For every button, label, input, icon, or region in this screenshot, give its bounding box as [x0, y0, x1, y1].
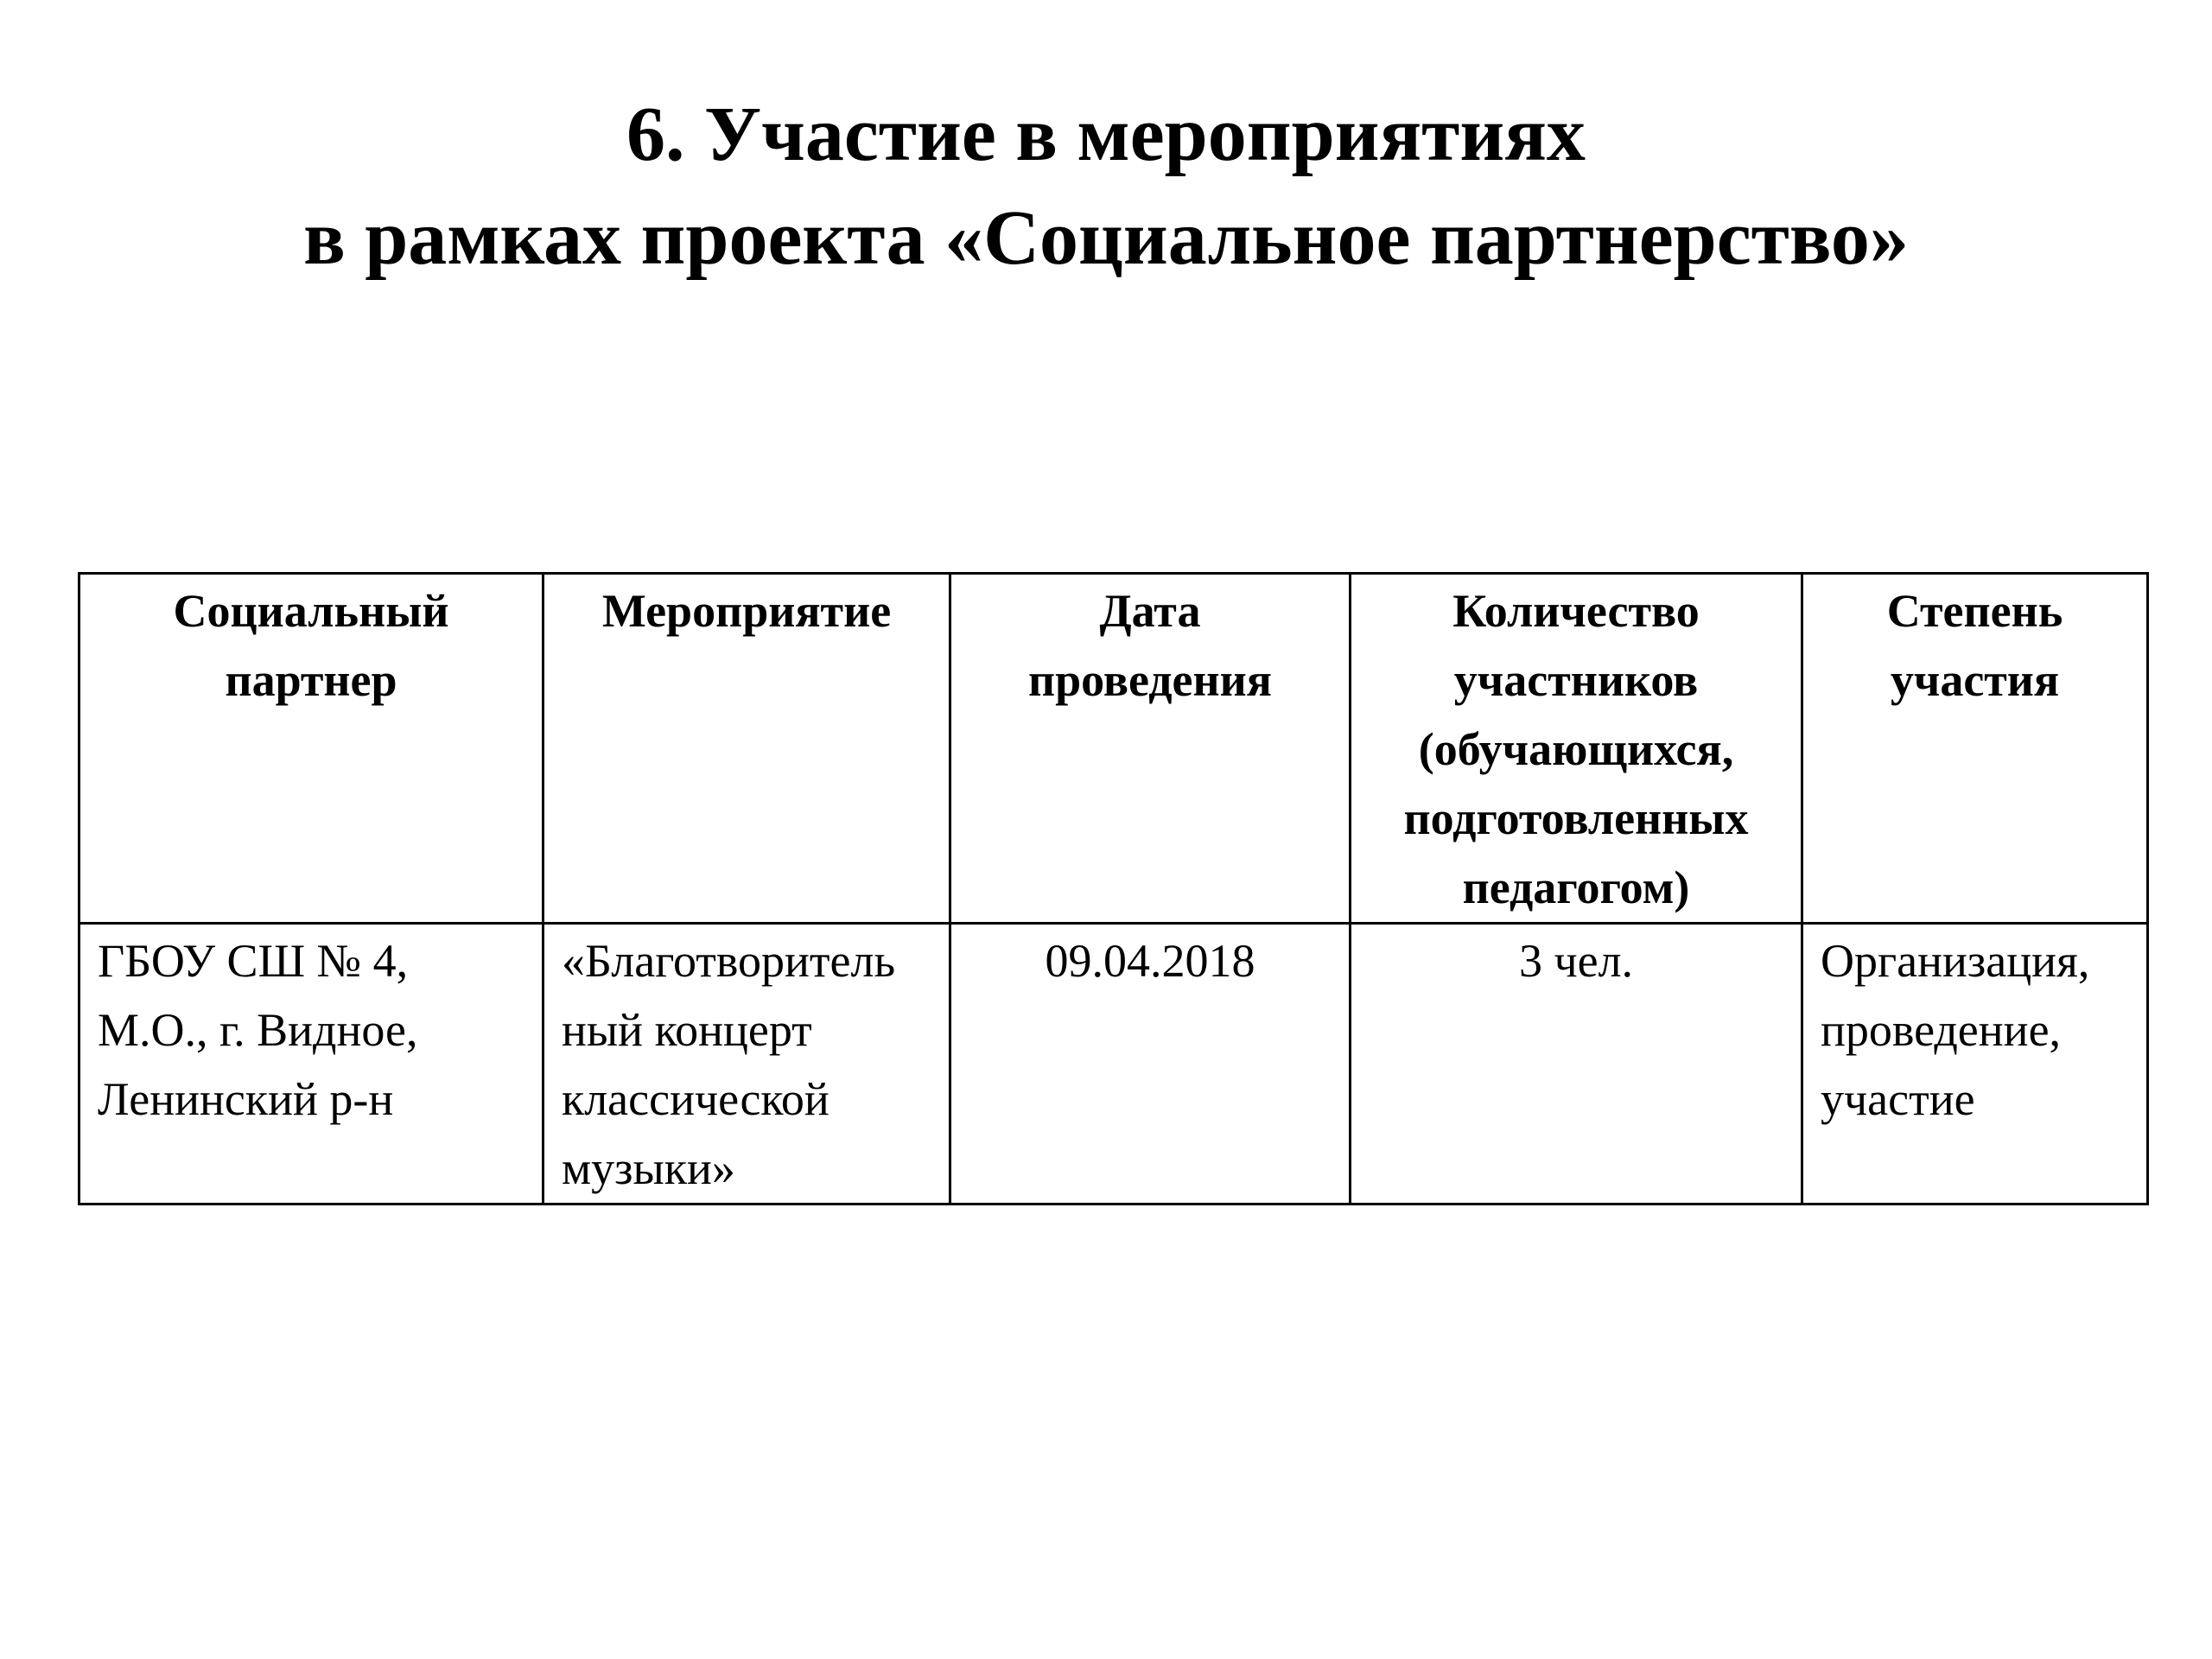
cell-event [543, 924, 950, 1205]
slide-title-line-1: 6. Участие в мероприятиях [626, 92, 1586, 177]
slide-title [0, 83, 2212, 290]
header-event [543, 574, 950, 924]
cell-text: проведение, [1821, 1004, 2062, 1056]
header-text: участников [1453, 654, 1699, 706]
table-header-row [79, 574, 2148, 924]
header-date [950, 574, 1351, 924]
cell-participants-count [1351, 924, 1802, 1205]
header-text: (обучающихся, [1418, 723, 1734, 775]
header-text: Дата [1099, 585, 1201, 637]
header-participants-count [1351, 574, 1802, 924]
header-text: подготовленных [1403, 792, 1749, 844]
header-text: Мероприятие [601, 585, 892, 637]
header-text: партнер [225, 654, 397, 706]
header-social-partner [79, 574, 543, 924]
cell-text: М.О., г. Видное, [98, 1004, 418, 1056]
cell-text: участие [1821, 1073, 1975, 1125]
cell-text: ГБОУ СШ № 4, [98, 935, 409, 987]
cell-social-partner [79, 924, 543, 1205]
cell-text: музыки» [562, 1142, 735, 1194]
cell-text: Ленинский р-н [98, 1073, 394, 1125]
cell-text: Организация, [1821, 935, 2090, 987]
header-text: Социальный [173, 585, 449, 637]
cell-text: 3 чел. [1518, 935, 1634, 987]
slide-title-line-2: в рамках проекта «Социальное партнерство» [303, 195, 1909, 281]
cell-text: ный концерт [562, 1004, 812, 1056]
header-text: проведения [1028, 654, 1272, 706]
header-text: Степень [1886, 585, 2063, 637]
cell-text: 09.04.2018 [1045, 935, 1255, 987]
header-text: участия [1890, 654, 2060, 706]
cell-participation-level [1802, 924, 2148, 1205]
header-text: педагогом) [1462, 861, 1690, 913]
cell-date [950, 924, 1351, 1205]
header-participation-level [1802, 574, 2148, 924]
header-text: Количество [1452, 585, 1700, 637]
events-table [78, 572, 2149, 1205]
cell-text: классической [562, 1073, 830, 1125]
table-row [79, 924, 2148, 1205]
cell-text: «Благотворитель [562, 935, 896, 987]
